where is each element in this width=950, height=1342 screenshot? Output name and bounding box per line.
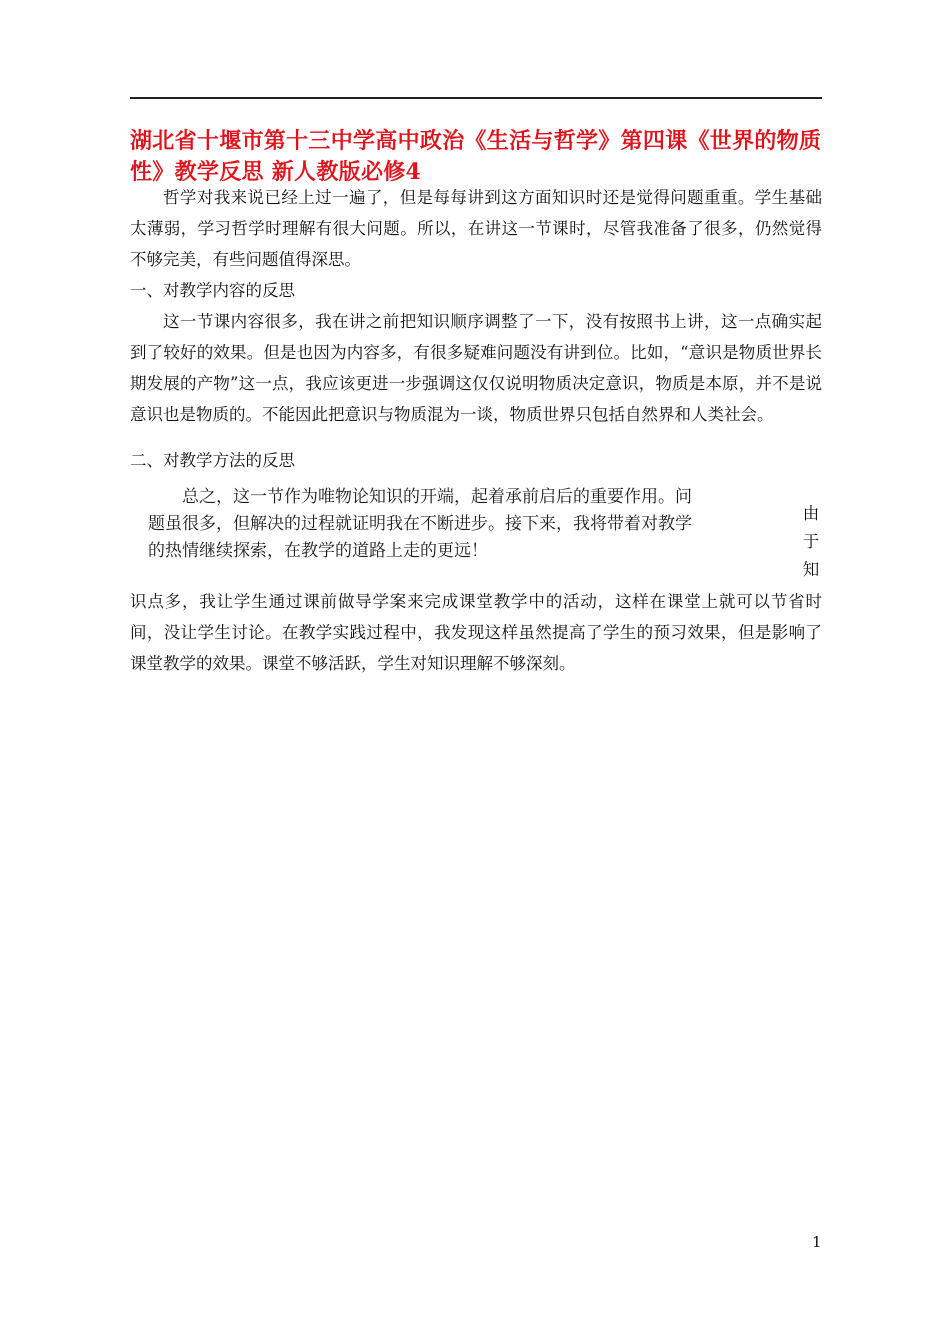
header-rule xyxy=(130,97,822,99)
document-title: 湖北省十堰市第十三中学高中政治《生活与哲学》第四课《世界的物质性》教学反思 新人教版必修4 xyxy=(130,128,822,185)
vertical-char: 知 xyxy=(802,560,820,579)
paragraph-intro: 哲学对我来说已经上过一遍了，但是每每讲到这方面知识时还是觉得问题重重。学生基础太薄弱，学习哲学时理解有很大问题。所以，在讲这一节课时，尽管我准备了很多，仍然觉得不够完美，有些问题值得深思。 xyxy=(130,188,822,269)
vertical-text xyxy=(801,500,821,584)
section-heading-method: 二、对教学方法的反思 xyxy=(130,451,295,470)
paragraph-content-reflection: 这一节课内容很多，我在讲之前把知识顺序调整了一下，没有按照书上讲，这一点确实起到了较好的效果。但是也因为内容多，有很多疑难问题没有讲到位。比如，“意识是物质世界长期发展的产物”这一点，我应该更进一步强调这仅仅说明物质决定意识，物质是本原，并不是说意识也是物质的。不能因此把意识与物质混为一谈，物质世界只包括自然界和人类社会。 xyxy=(130,312,822,424)
page-number: 1 xyxy=(812,1233,822,1251)
paragraph-method-reflection: 识点多，我让学生通过课前做导学案来完成课堂教学中的活动，这样在课堂上就可以节省时间，没让学生讨论。在教学实践过程中，我发现这样虽然提高了学生的预习效果，但是影响了课堂教学的效果。课堂不够活跃，学生对知识理解不够深刻。 xyxy=(130,592,822,673)
image-text-line: 题虽很多，但解决的过程就证明我在不断进步。接下来，我将带着对教学 xyxy=(148,514,692,534)
image-text-line: 总之，这一节作为唯物论知识的开端，起着承前启后的重要作用。问 xyxy=(182,487,692,507)
vertical-char: 由 xyxy=(802,504,820,523)
vertical-char: 于 xyxy=(802,532,820,551)
embedded-text-image xyxy=(148,476,788,576)
image-text-line: 的热情继续探索，在教学的道路上走的更远！ xyxy=(148,541,488,561)
section-heading-content: 一、对教学内容的反思 xyxy=(130,281,295,300)
